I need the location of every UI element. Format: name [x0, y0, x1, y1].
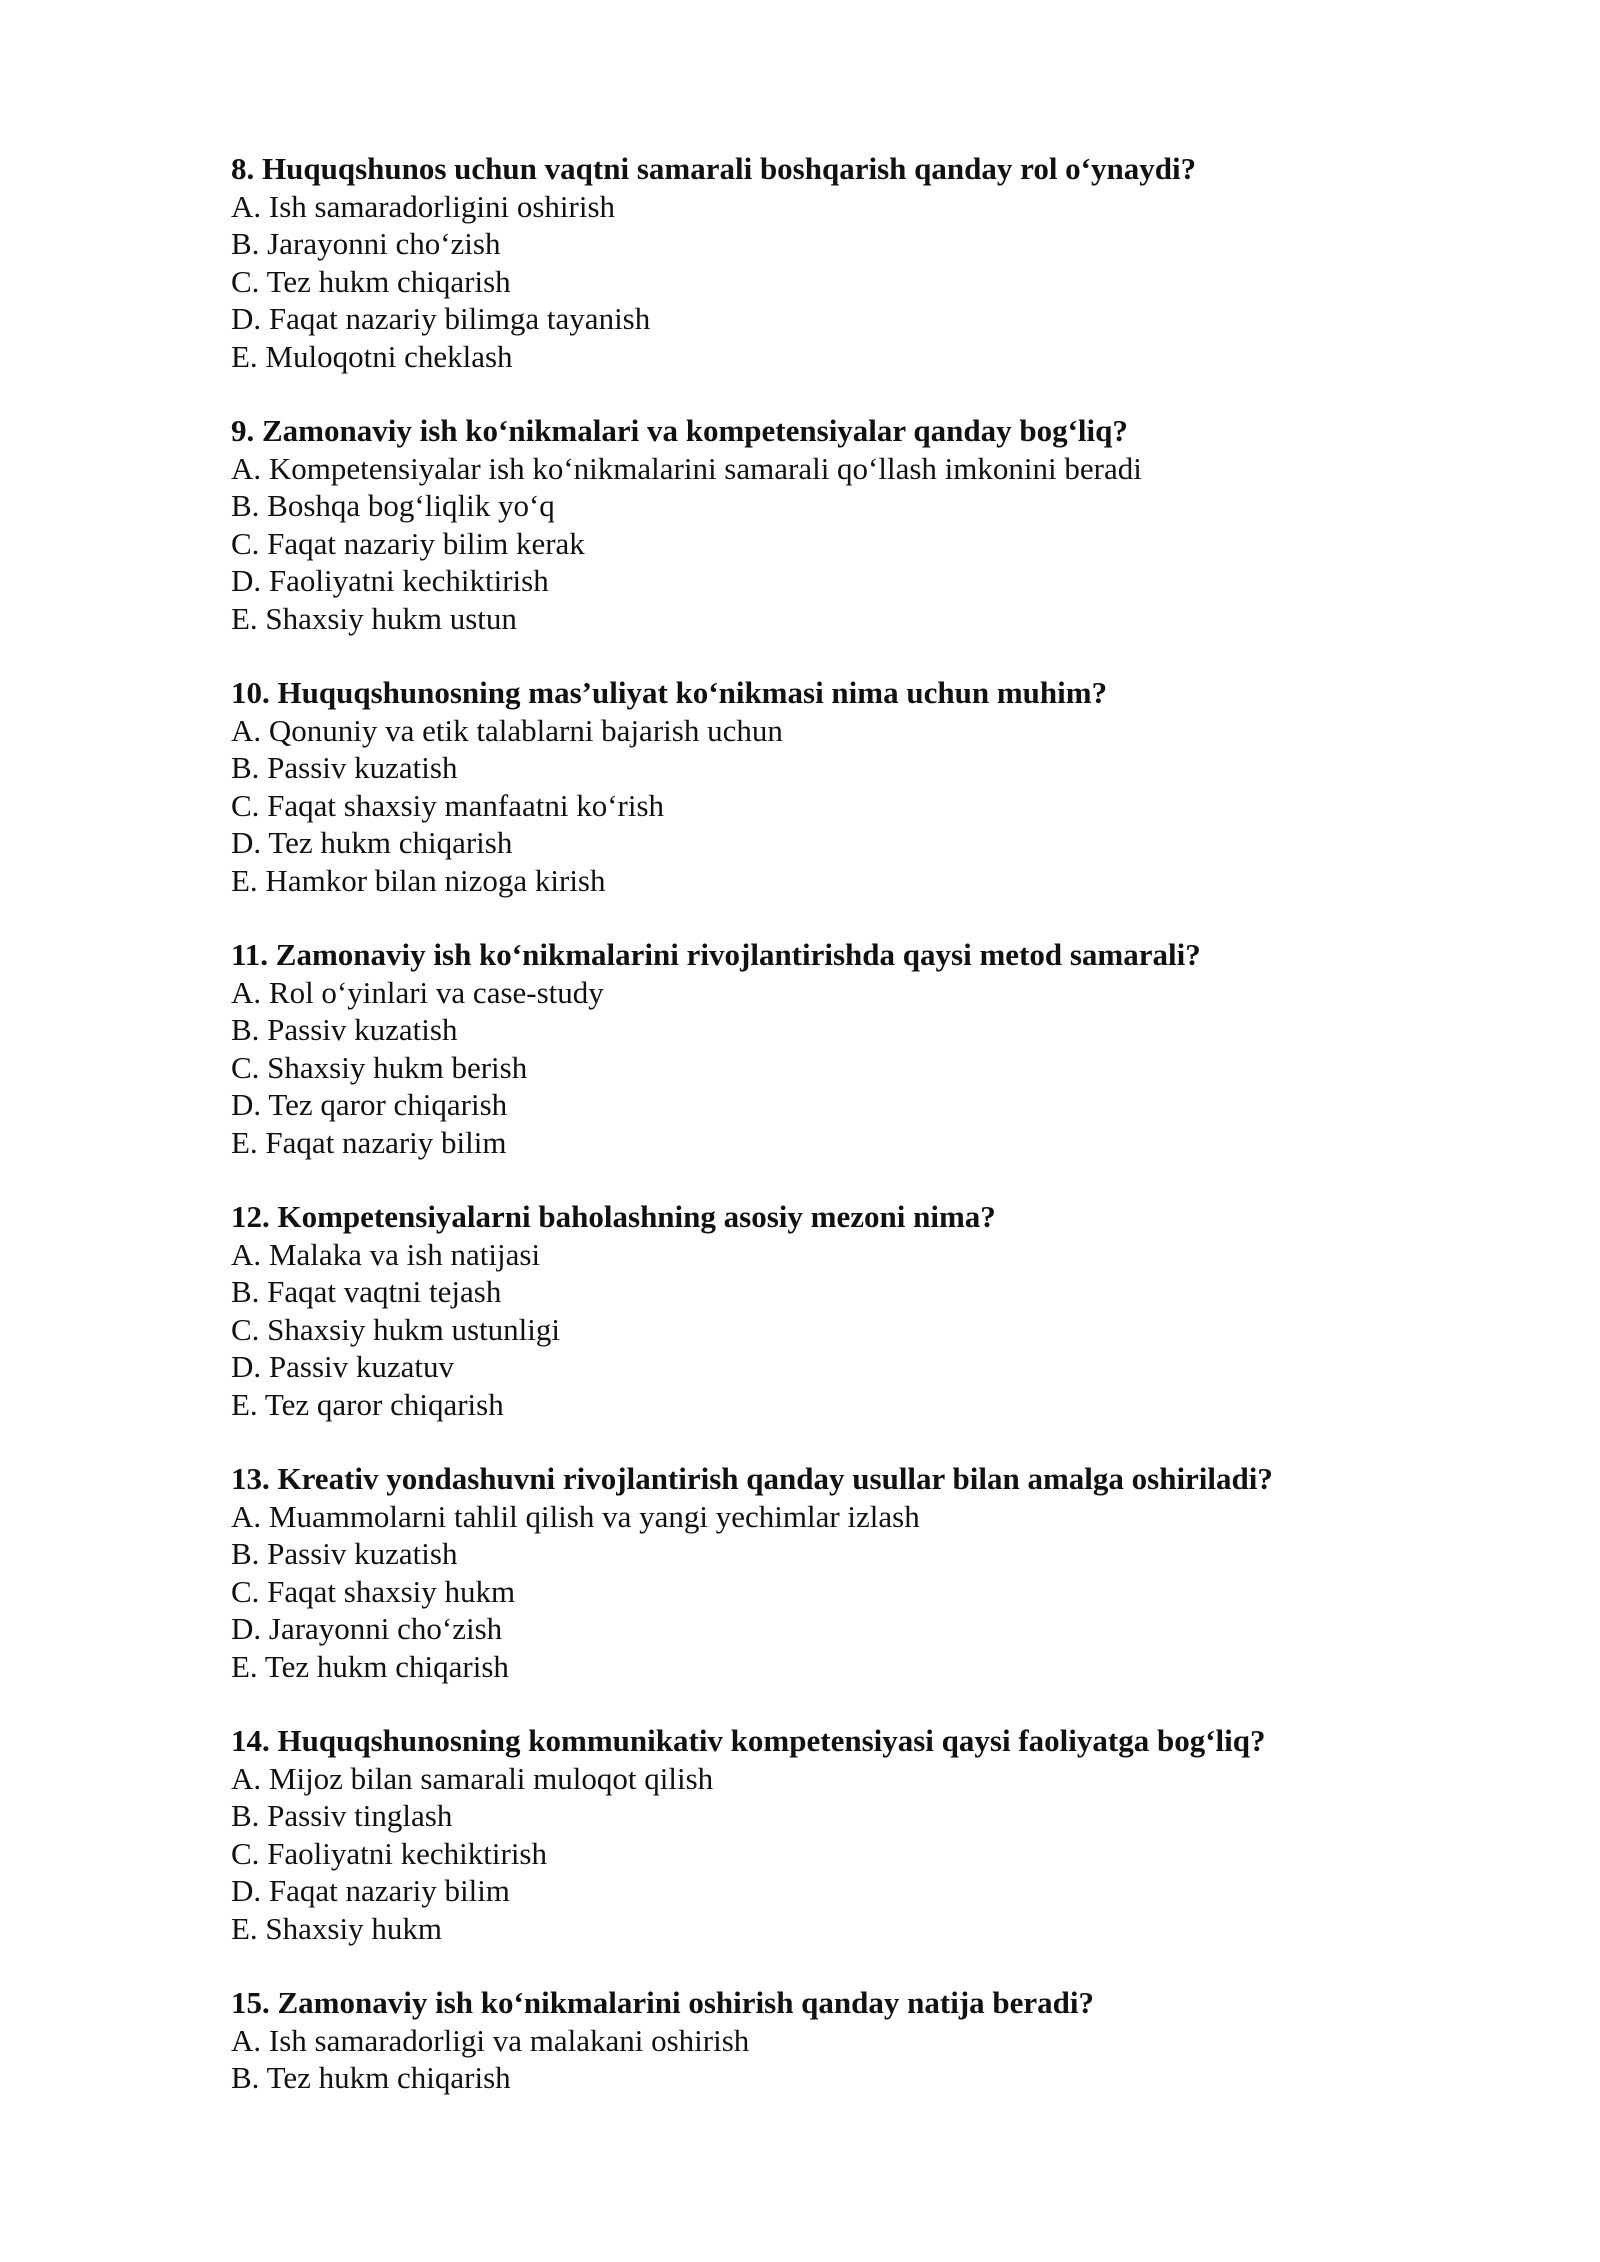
question-title: 9. Zamonaviy ish ko‘nikmalari va kompetensiyalar qanday bog‘liq? [231, 413, 1128, 448]
option-d: D. Tez qaror chiqarish [231, 1087, 508, 1122]
option-e: E. Muloqotni cheklash [231, 338, 513, 374]
option-b: B. Faqat vaqtni tejash [231, 1274, 502, 1309]
option-a: A. Qonuniy va etik talablarni bajarish uchun [231, 712, 783, 748]
option-b: B. Tez hukm chiqarish [231, 2060, 511, 2095]
option-a: A. Malaka va ish natijasi [231, 1236, 541, 1272]
option-b: B. Passiv kuzatish [231, 1536, 458, 1571]
option-e: E. Hamkor bilan nizoga kirish [231, 862, 606, 898]
option-d: D. Faoliyatni kechiktirish [231, 563, 549, 598]
question-15 [231, 1984, 1411, 2097]
option-c: C. Faqat nazariy bilim kerak [231, 525, 585, 561]
option-c: C. Faqat shaxsiy manfaatni ko‘rish [231, 787, 665, 823]
option-b: B. Passiv tinglash [231, 1798, 453, 1833]
question-13 [231, 1460, 1411, 1685]
question-title: 8. Huquqshunos uchun vaqtni samarali boshqarish qanday rol o‘ynaydi? [231, 151, 1197, 186]
question-8 [231, 150, 1411, 375]
question-title: 14. Huquqshunosning kommunikativ kompetensiyasi qaysi faoliyatga bog‘liq? [231, 1723, 1266, 1758]
option-c: C. Shaxsiy hukm ustunligi [231, 1311, 560, 1347]
option-d: D. Faqat nazariy bilimga tayanish [231, 301, 651, 336]
option-e: E. Shaxsiy hukm ustun [231, 600, 517, 636]
question-title: 13. Kreativ yondashuvni rivojlantirish qanday usullar bilan amalga oshiriladi? [231, 1461, 1273, 1496]
question-9 [231, 412, 1411, 637]
option-c: C. Faoliyatni kechiktirish [231, 1835, 547, 1871]
option-b: B. Passiv kuzatish [231, 750, 458, 785]
option-a: A. Mijoz bilan samarali muloqot qilish [231, 1760, 714, 1796]
option-e: E. Tez hukm chiqarish [231, 1648, 509, 1684]
option-d: D. Jarayonni cho‘zish [231, 1611, 503, 1646]
option-e: E. Tez qaror chiqarish [231, 1386, 504, 1422]
option-e: E. Shaxsiy hukm [231, 1910, 442, 1946]
option-b: B. Boshqa bog‘liqlik yo‘q [231, 488, 555, 523]
option-d: D. Tez hukm chiqarish [231, 825, 513, 860]
question-14 [231, 1722, 1411, 1947]
option-d: D. Passiv kuzatuv [231, 1349, 455, 1384]
option-a: A. Ish samaradorligini oshirish [231, 188, 616, 224]
question-10 [231, 674, 1411, 899]
option-c: C. Tez hukm chiqarish [231, 263, 511, 299]
option-d: D. Faqat nazariy bilim [231, 1873, 510, 1908]
option-e: E. Faqat nazariy bilim [231, 1124, 507, 1160]
question-12 [231, 1198, 1411, 1423]
question-title: 10. Huquqshunosning mas’uliyat ko‘nikmasi nima uchun muhim? [231, 675, 1108, 710]
option-c: C. Faqat shaxsiy hukm [231, 1573, 516, 1609]
option-b: B. Jarayonni cho‘zish [231, 226, 501, 261]
question-title: 15. Zamonaviy ish ko‘nikmalarini oshirish qanday natija beradi? [231, 1985, 1095, 2020]
option-a: A. Ish samaradorligi va malakani oshirish [231, 2022, 750, 2058]
option-a: A. Muammolarni tahlil qilish va yangi yechimlar izlash [231, 1498, 920, 1534]
option-a: A. Kompetensiyalar ish ko‘nikmalarini samarali qo‘llash imkonini beradi [231, 450, 1142, 486]
question-title: 12. Kompetensiyalarni baholashning asosiy mezoni nima? [231, 1199, 996, 1234]
option-a: A. Rol o‘yinlari va case-study [231, 974, 604, 1010]
question-title: 11. Zamonaviy ish ko‘nikmalarini rivojlantirishda qaysi metod samarali? [231, 937, 1201, 972]
option-b: B. Passiv kuzatish [231, 1012, 458, 1047]
document-page [231, 150, 1411, 2134]
question-11 [231, 936, 1411, 1161]
option-c: C. Shaxsiy hukm berish [231, 1049, 528, 1085]
